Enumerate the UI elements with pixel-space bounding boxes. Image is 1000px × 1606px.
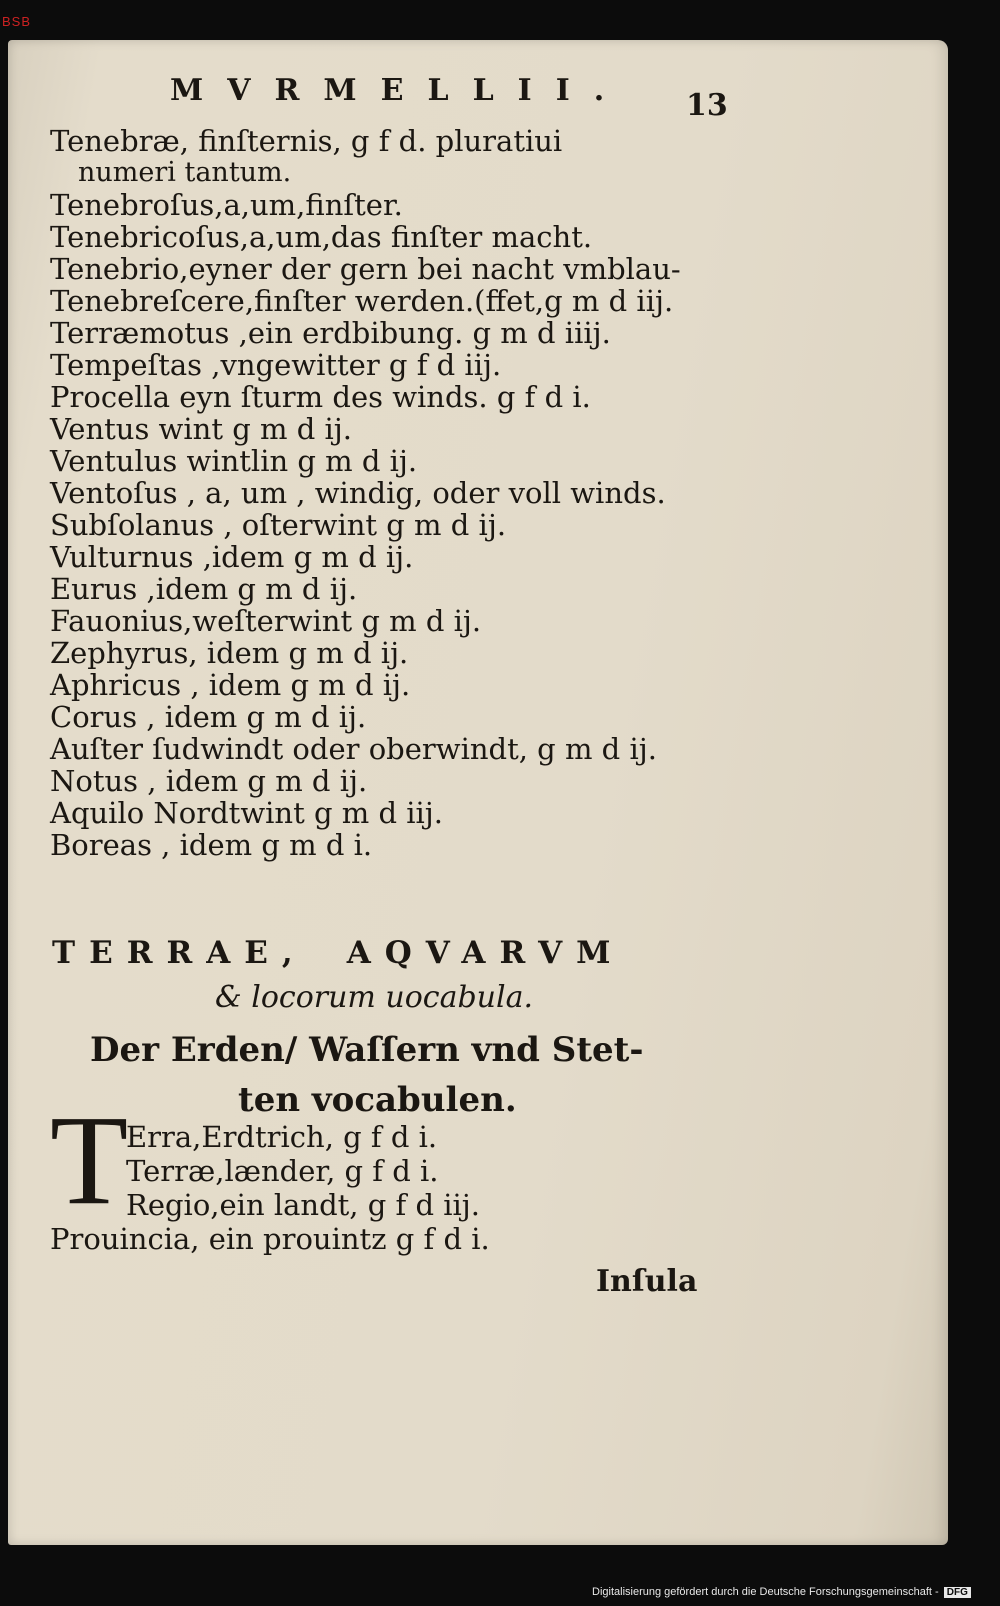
running-head: MVRMELLII. [170,73,629,108]
list-item: Tenebroſus,a,um,finſter. [50,188,403,222]
list-item: Tenebricoſus,a,um,das finſter macht. [50,220,593,254]
list-item: Ventus wint g m d ij. [50,412,352,446]
list-item: Aphricus , idem g m d ij. [50,668,411,702]
vocabulary-list-2 [50,1120,686,1256]
list-item: Tempeſtas ,vngewitter g f d iij. [50,348,502,382]
section-heading-part2: AQVARVM [346,935,625,971]
footer-text: Digitalisierung gefördert durch die Deutsche Forschungsgemeinschaft - [592,1586,939,1598]
list-item: Ventoſus , a, um , windig, oder voll winds. [50,476,666,510]
list-item: Zephyrus, idem g m d ij. [50,636,409,670]
list-item: Fauonius,weſterwint g m d ij. [50,604,482,638]
list-item: Subſolanus , oſterwint g m d ij. [50,508,507,542]
list-item: numeri tantum. [78,157,292,188]
list-item: Tenebrio,eyner der gern bei nacht vmblau- [50,252,681,286]
list-item: Erra,Erdtrich, g f d i. [126,1120,438,1154]
list-item: Ventulus wintlin g m d ij. [50,444,418,478]
list-item: Notus , idem g m d ij. [50,764,368,798]
footer-credit [592,1586,971,1598]
list-item: Tenebreſcere,finſter werden.(ffet,g m d iij. [50,284,674,318]
list-item: Aquilo Nordtwint g m d iij. [50,796,444,830]
german-heading-line2: ten vocabulen. [238,1080,517,1120]
library-mark: BSB [2,14,32,29]
section-heading-part1: TERRAE, [52,935,307,971]
list-item: Prouincia, ein prouintz g f d i. [50,1222,490,1256]
vocabulary-list [50,125,730,861]
drop-cap: T [50,1089,129,1231]
list-item: Regio,ein landt, g f d iij. [126,1188,481,1222]
section-heading [52,935,624,971]
list-item: Terræmotus ,ein erdbibung. g m d iiij. [50,316,611,350]
list-item: Terræ,lænder, g f d i. [126,1154,439,1188]
list-item: Procella eyn ſturm des winds. g f d i. [50,380,591,414]
list-item: Auſter ſudwindt oder oberwindt, g m d ij. [50,732,657,766]
list-item: Eurus ,idem g m d ij. [50,572,358,606]
list-item: Tenebræ, finſternis, g f d. pluratiui [50,124,563,158]
dfg-logo: DFG [944,1587,971,1598]
page-number: 13 [686,88,728,123]
catchword: Inſula [596,1264,698,1299]
list-item: Vulturnus ,idem g m d ij. [50,540,414,574]
german-heading-line1: Der Erden/ Waſſern vnd Stet- [90,1030,644,1070]
list-item: Boreas , idem g m d i. [50,828,373,862]
section-subtitle: & locorum uocabula. [215,980,534,1015]
list-item: Corus , idem g m d ij. [50,700,367,734]
